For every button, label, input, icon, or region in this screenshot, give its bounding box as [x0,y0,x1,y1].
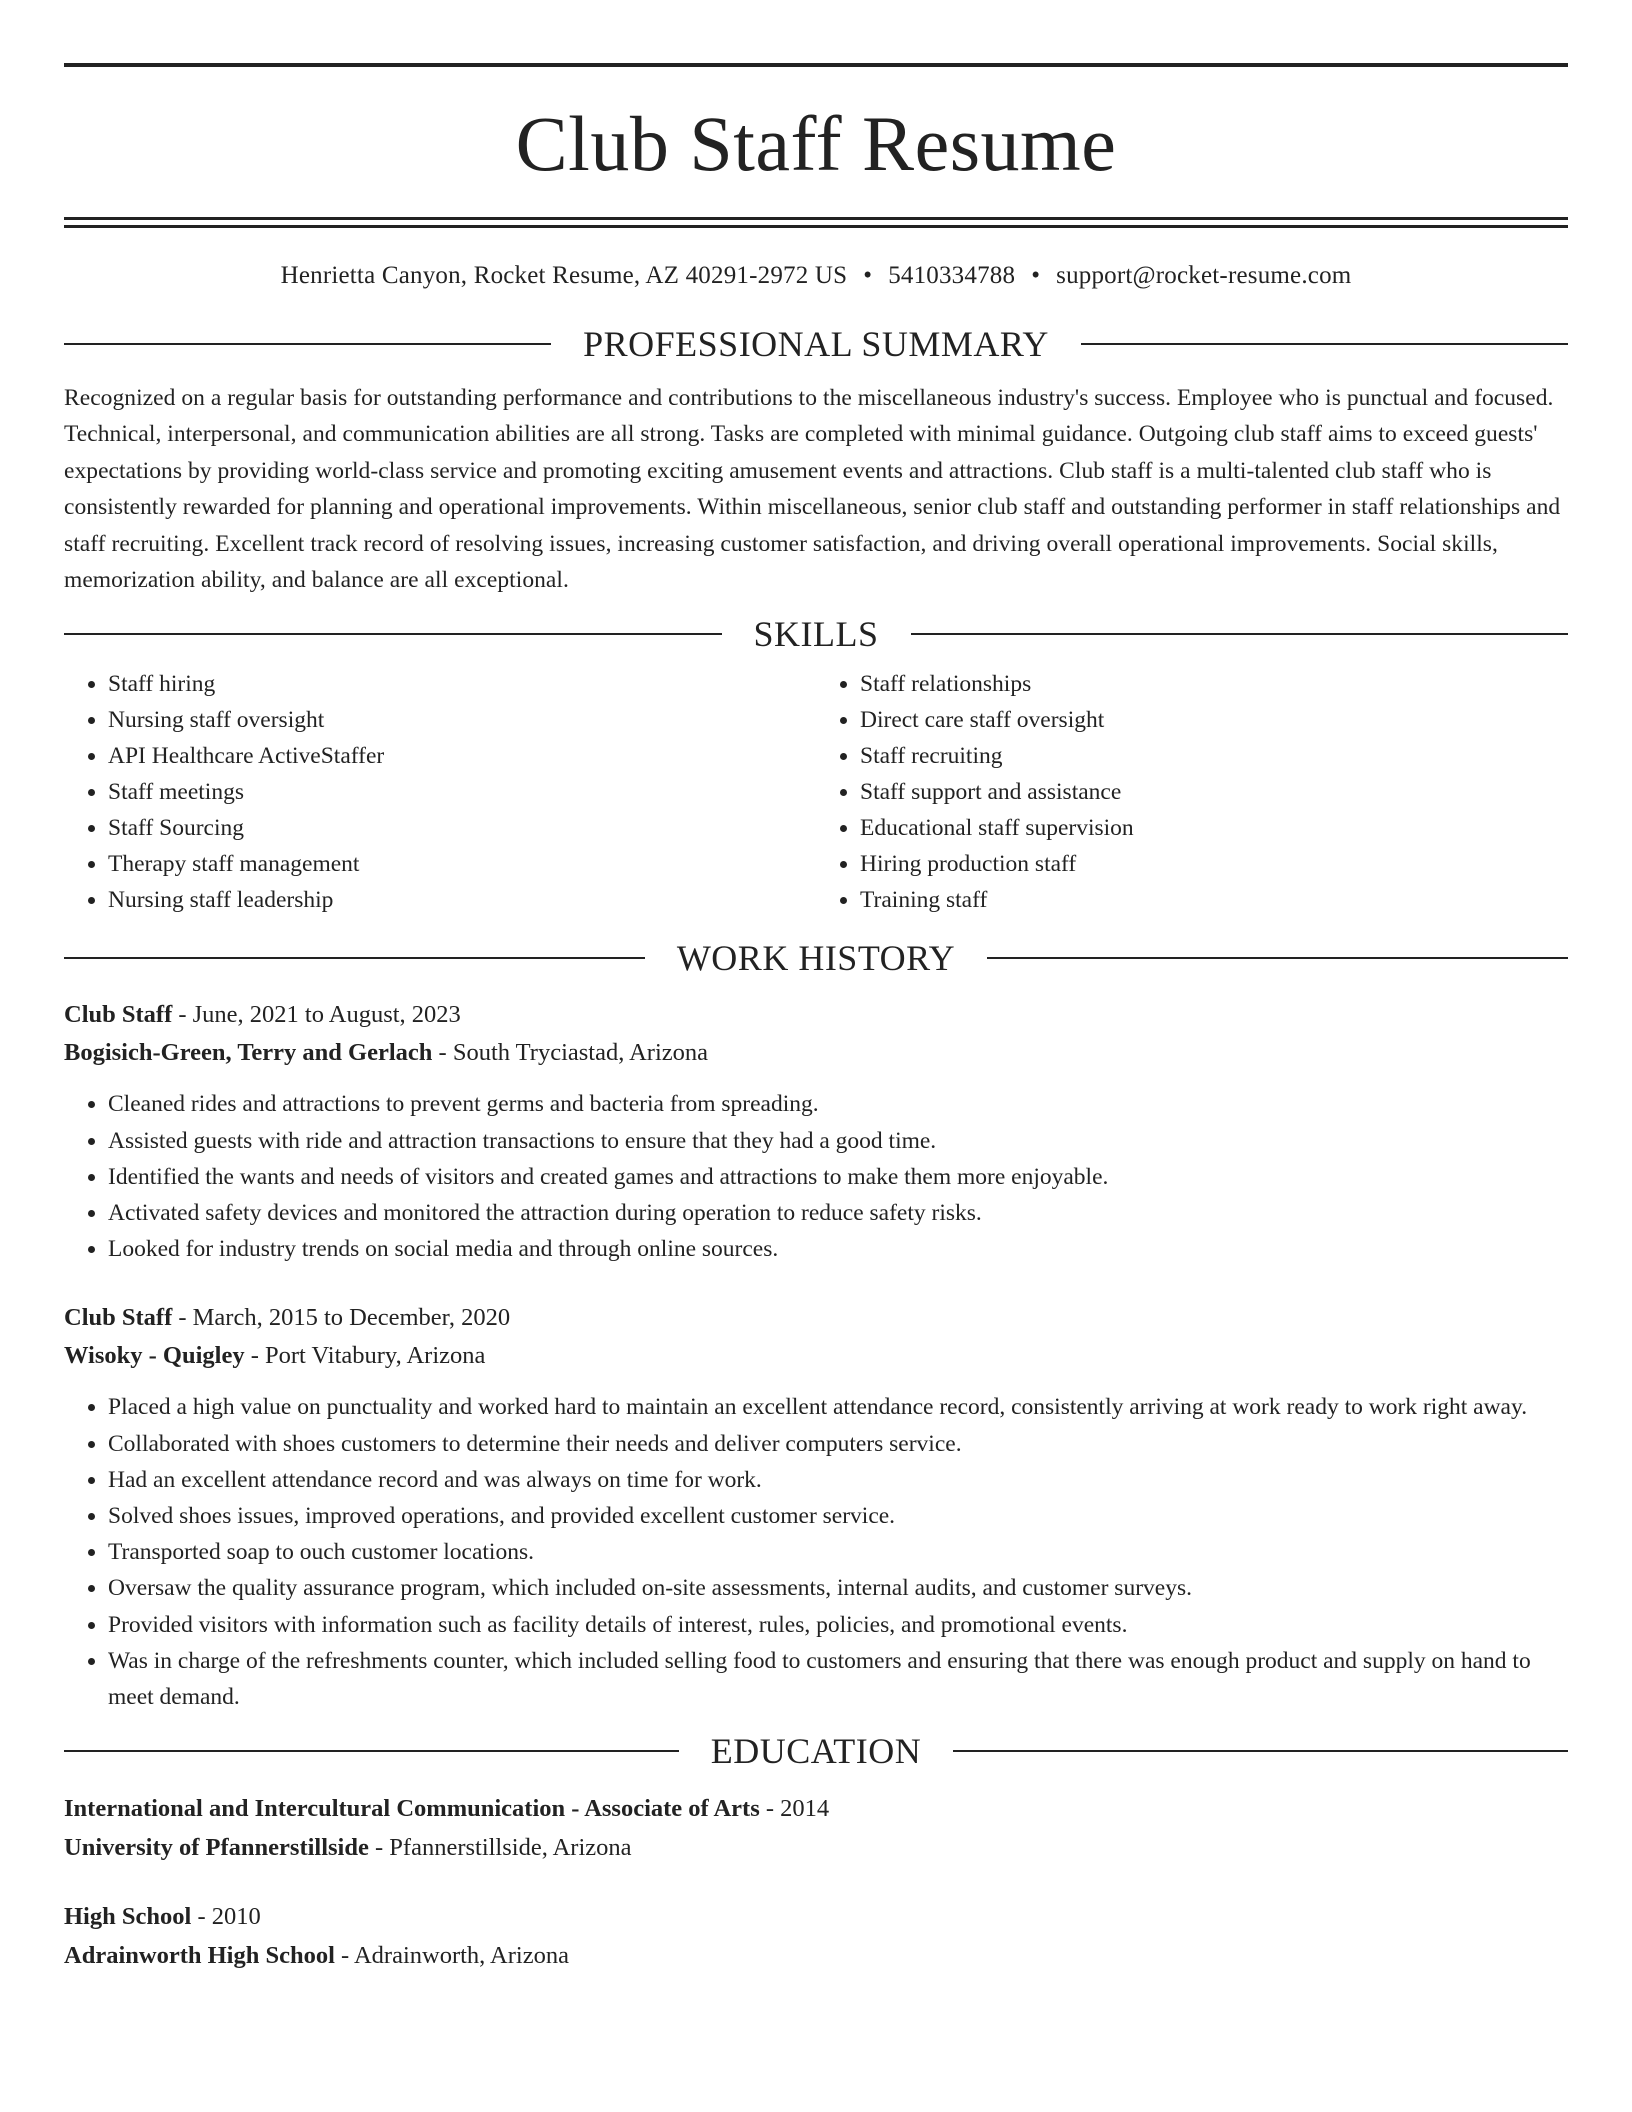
job-bullet: • Activated safety devices and monitored the attraction during operation to reduce safety risks. [108,1195,1568,1231]
job-dates: - March, 2015 to December, 2020 [172,1304,511,1332]
heading-rule [64,1750,679,1752]
job-bullet: • Collaborated with shoes customers to determine their needs and deliver computers service. [108,1426,1568,1462]
skill-item: • Nursing staff leadership [108,882,816,918]
job-entry [64,996,1568,1267]
job-bullet: • Cleaned rides and attractions to prevent germs and bacteria from spreading. [108,1086,1568,1122]
skill-item: • Nursing staff oversight [108,702,816,738]
job-bullets [64,1086,1568,1267]
job-title: Club Staff [64,1304,173,1332]
job-bullets [64,1389,1568,1715]
skill-item: • Staff hiring [108,666,816,702]
heading-rule [911,633,1569,635]
job-company-line [64,1034,1568,1072]
job-bullet: • Identified the wants and needs of visitors and created games and attractions to make them more enjoyable. [108,1159,1568,1195]
skills-column-right [816,666,1568,918]
education-school: University of Pfannerstillside [64,1834,369,1862]
skill-item: • Educational staff supervision [860,810,1568,846]
job-bullet: • Was in charge of the refreshments counter, which included selling food to customers and ensuring that there was enough product and supply on hand to meet demand. [108,1643,1568,1715]
skill-item: • Staff Sourcing [108,810,816,846]
heading-rule [64,957,645,959]
job-dates: - June, 2021 to August, 2023 [172,1001,461,1029]
job-location: - Port Vitabury, Arizona [244,1342,486,1370]
resume-title: Club Staff Resume [515,100,1117,187]
contact-email: support@rocket-resume.com [1056,262,1352,289]
education-degree-line [64,1789,1568,1828]
contact-separator: • [1031,262,1041,289]
job-bullet: • Solved shoes issues, improved operations, and provided excellent customer service. [108,1498,1568,1534]
contact-phone: 5410334788 [888,262,1016,289]
skills-column-left [64,666,816,918]
education-degree-line [64,1897,1568,1936]
education-entry [64,1897,1568,1975]
contact-separator: • [863,262,873,289]
job-bullet: • Oversaw the quality assurance program, which included on-site assessments, internal audits, and customer surveys. [108,1570,1568,1606]
contact-address: Henrietta Canyon, Rocket Resume, AZ 40291-2972 US [280,262,848,289]
skill-item: • Staff recruiting [860,738,1568,774]
summary-text: Recognized on a regular basis for outstanding performance and contributions to the miscellaneous industry's success. Employee who is punctual and focused. Technical, interpersonal, and communication abilities are all strong. Tasks are completed with minimal guidance. Outgoing club staff aims to exceed guests' expectations by providing world-class service and promoting exciting amusement events and attractions. Club staff is a multi-talented club staff who is consistently rewarded for planning and operational improvements. Within miscellaneous, senior club staff and outstanding performer in staff relationships and staff recruiting. Excellent track record of resolving issues, increasing customer satisfaction, and driving overall operational improvements. Social skills, memorization ability, and balance are all exceptional. [64,385,1561,594]
education-heading [64,1729,1568,1773]
skill-item: • Training staff [860,882,1568,918]
education-degree: International and Intercultural Communication - Associate of Arts [64,1795,760,1823]
education-school: Adrainworth High School [64,1942,335,1970]
education-school-line [64,1828,1568,1867]
job-company-line [64,1337,1568,1375]
job-bullet: • Provided visitors with information such as facility details of interest, rules, policies, and promotional events. [108,1607,1568,1643]
job-entry [64,1299,1568,1715]
heading-rule [64,343,551,345]
skill-item: • Therapy staff management [108,846,816,882]
skill-item: • API Healthcare ActiveStaffer [108,738,816,774]
job-company: Bogisich-Green, Terry and Gerlach [64,1039,433,1067]
job-title-line [64,1299,1568,1337]
education-degree: High School [64,1903,192,1931]
education-heading-label: EDUCATION [710,1731,922,1772]
education-school-line [64,1936,1568,1975]
heading-rule [1081,343,1568,345]
job-company: Wisoky - Quigley [64,1342,245,1370]
job-bullet: • Transported soap to ouch customer locations. [108,1534,1568,1570]
skills-heading-label: SKILLS [753,614,879,655]
job-bullet: • Looked for industry trends on social media and through online sources. [108,1231,1568,1267]
contact-line [64,261,1568,291]
education-year: - 2010 [191,1903,261,1931]
job-title: Club Staff [64,1001,173,1029]
work-heading [64,936,1568,980]
education-entry [64,1789,1568,1867]
skills-list [64,666,1568,918]
skill-item: • Staff relationships [860,666,1568,702]
skill-item: • Direct care staff oversight [860,702,1568,738]
heading-rule [987,957,1568,959]
skill-item: • Staff meetings [108,774,816,810]
heading-rule [953,1750,1568,1752]
job-bullet: • Had an excellent attendance record and was always on time for work. [108,1462,1568,1498]
skill-item: • Hiring production staff [860,846,1568,882]
skill-item: • Staff support and assistance [860,774,1568,810]
work-heading-label: WORK HISTORY [676,938,956,979]
education-location: - Adrainworth, Arizona [334,1942,569,1970]
summary-heading-label: PROFESSIONAL SUMMARY [583,324,1049,364]
education-year: - 2014 [759,1795,830,1823]
summary-heading [64,322,1568,366]
top-rule [64,63,1568,67]
skills-heading [64,612,1568,656]
job-title-line [64,996,1568,1034]
education-location: - Pfannerstillside, Arizona [368,1834,632,1862]
title-double-rule [64,217,1568,228]
heading-rule [64,633,722,635]
job-location: - South Tryciastad, Arizona [432,1039,709,1067]
job-bullet: • Placed a high value on punctuality and worked hard to maintain an excellent attendance record, consistently arriving at work ready to work right away. [108,1389,1568,1425]
job-bullet: • Assisted guests with ride and attraction transactions to ensure that they had a good time. [108,1123,1568,1159]
